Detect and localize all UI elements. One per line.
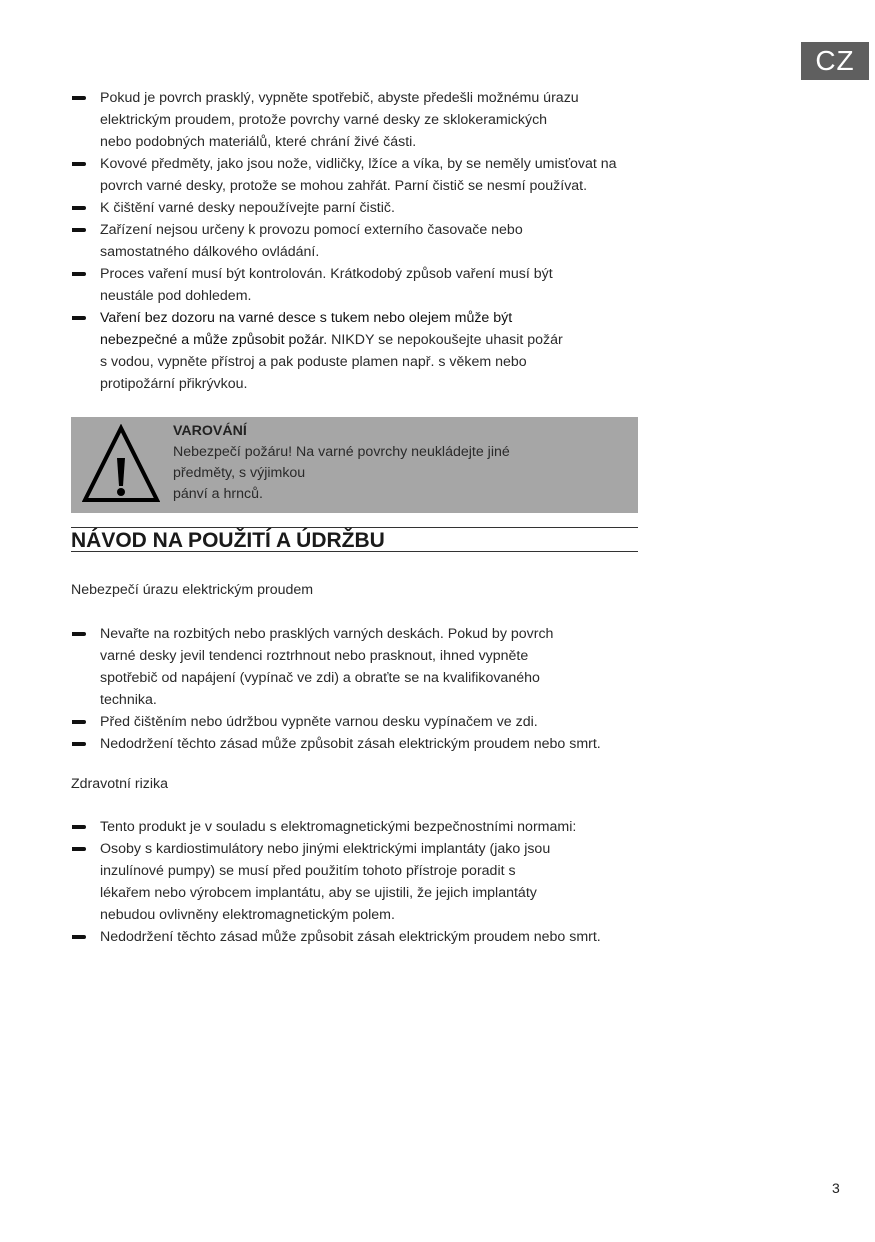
page-number: 3 bbox=[832, 1180, 840, 1196]
bullet-dash-icon bbox=[72, 935, 86, 939]
section-heading-text: NÁVOD NA POUŽITÍ A ÚDRŽBU bbox=[71, 529, 385, 552]
list-item bbox=[71, 219, 661, 263]
bullet-dash-icon bbox=[72, 228, 86, 232]
bullet-line: inzulínové pumpy) se musí před použitím tohoto přístroje poradit s bbox=[100, 863, 516, 879]
bullet-dash-icon bbox=[72, 720, 86, 724]
bullet-line: NIKDY se nepokoušejte uhasit požár bbox=[331, 332, 563, 348]
list-item bbox=[71, 263, 661, 307]
bullet-line: Nedodržení těchto zásad může způsobit zásah elektrickým proudem nebo smrt. bbox=[100, 929, 601, 945]
health-bullet-list bbox=[71, 816, 661, 948]
list-item bbox=[71, 838, 661, 926]
warning-line: Nebezpečí požáru! Na varné povrchy neukládejte jiné bbox=[173, 444, 510, 460]
bullet-line: Nedodržení těchto zásad může způsobit zásah elektrickým proudem nebo smrt. bbox=[100, 736, 601, 752]
warning-title: VAROVÁNÍ bbox=[173, 423, 247, 439]
bullet-dash-icon bbox=[72, 632, 86, 636]
list-item bbox=[71, 623, 661, 711]
bullet-line: nebo podobných materiálů, které chrání živé části. bbox=[100, 134, 417, 150]
bullet-line: Zařízení nejsou určeny k provozu pomocí externího časovače nebo bbox=[100, 222, 523, 238]
bullet-line: Nevařte na rozbitých nebo prasklých varných deskách. Pokud by povrch bbox=[100, 626, 554, 642]
electric-bullet-list bbox=[71, 623, 661, 755]
intro-bullet-list bbox=[71, 87, 661, 395]
bullet-line: Osoby s kardiostimulátory nebo jinými elektrickými implantáty (jako jsou bbox=[100, 841, 551, 857]
bullet-dash-icon bbox=[72, 825, 86, 829]
list-item bbox=[71, 197, 661, 219]
bullet-line: Proces vaření musí být kontrolován. Krátkodobý způsob vaření musí být bbox=[100, 266, 553, 282]
bullet-line: technika. bbox=[100, 692, 157, 708]
bullet-line: spotřebič od napájení (vypínač ve zdi) a obraťte se na kvalifikovaného bbox=[100, 670, 540, 686]
warning-text bbox=[173, 421, 593, 505]
bullet-line: protipožární přikrývkou. bbox=[100, 376, 248, 392]
bullet-line: K čištění varné desky nepoužívejte parní čistič. bbox=[100, 200, 395, 216]
bullet-dash-icon bbox=[72, 206, 86, 210]
bullet-line: lékařem nebo výrobcem implantátu, aby se ujistili, že jejich implantáty bbox=[100, 885, 537, 901]
list-item bbox=[71, 816, 661, 838]
list-item bbox=[71, 307, 661, 395]
bullet-dash-icon bbox=[72, 316, 86, 320]
bullet-line: Pokud je povrch prasklý, vypněte spotřebič, abyste předešli možnému úrazu bbox=[100, 90, 579, 106]
bullet-line: Před čištěním nebo údržbou vypněte varnou desku vypínačem ve zdi. bbox=[100, 714, 538, 730]
bullet-line: povrch varné desky, protože se mohou zahřát. Parní čistič se nesmí používat. bbox=[100, 178, 588, 194]
list-item bbox=[71, 926, 661, 948]
bullet-line: varné desky jevil tendenci roztrhnout nebo prasknout, ihned vypněte bbox=[100, 648, 529, 664]
bullet-line: samostatného dálkového ovládání. bbox=[100, 244, 320, 260]
bullet-line: s vodou, vypněte přístroj a pak poduste plamen např. s věkem nebo bbox=[100, 354, 527, 370]
list-item bbox=[71, 87, 661, 153]
list-item bbox=[71, 711, 661, 733]
bullet-line: Kovové předměty, jako jsou nože, vidličky, lžíce a víka, by se neměly umisťovat na bbox=[100, 156, 617, 172]
bullet-line: nebezpečné a může způsobit požár. bbox=[100, 332, 328, 348]
bullet-line: Tento produkt je v souladu s elektromagnetickými bezpečnostními normami: bbox=[100, 819, 577, 835]
bullet-line: nebudou ovlivněny elektromagnetickým polem. bbox=[100, 907, 395, 923]
subsection-title-electric: Nebezpečí úrazu elektrickým proudem bbox=[71, 582, 314, 598]
warning-triangle-icon bbox=[82, 424, 160, 504]
warning-line: pánví a hrnců. bbox=[173, 486, 263, 502]
bullet-dash-icon bbox=[72, 847, 86, 851]
bullet-line: neustále pod dohledem. bbox=[100, 288, 252, 304]
warning-line: předměty, s výjimkou bbox=[173, 465, 306, 481]
subsection-title-health: Zdravotní rizika bbox=[71, 776, 168, 792]
bullet-line: Vaření bez dozoru na varné desce s tukem nebo olejem může být bbox=[100, 310, 513, 326]
section-heading bbox=[71, 527, 638, 552]
list-item bbox=[71, 153, 661, 197]
bullet-dash-icon bbox=[72, 272, 86, 276]
bullet-dash-icon bbox=[72, 96, 86, 100]
warning-box bbox=[71, 417, 638, 513]
bullet-dash-icon bbox=[72, 162, 86, 166]
bullet-dash-icon bbox=[72, 742, 86, 746]
bullet-line: elektrickým proudem, protože povrchy varné desky ze sklokeramických bbox=[100, 112, 548, 128]
list-item bbox=[71, 733, 661, 755]
language-badge: CZ bbox=[801, 42, 869, 80]
